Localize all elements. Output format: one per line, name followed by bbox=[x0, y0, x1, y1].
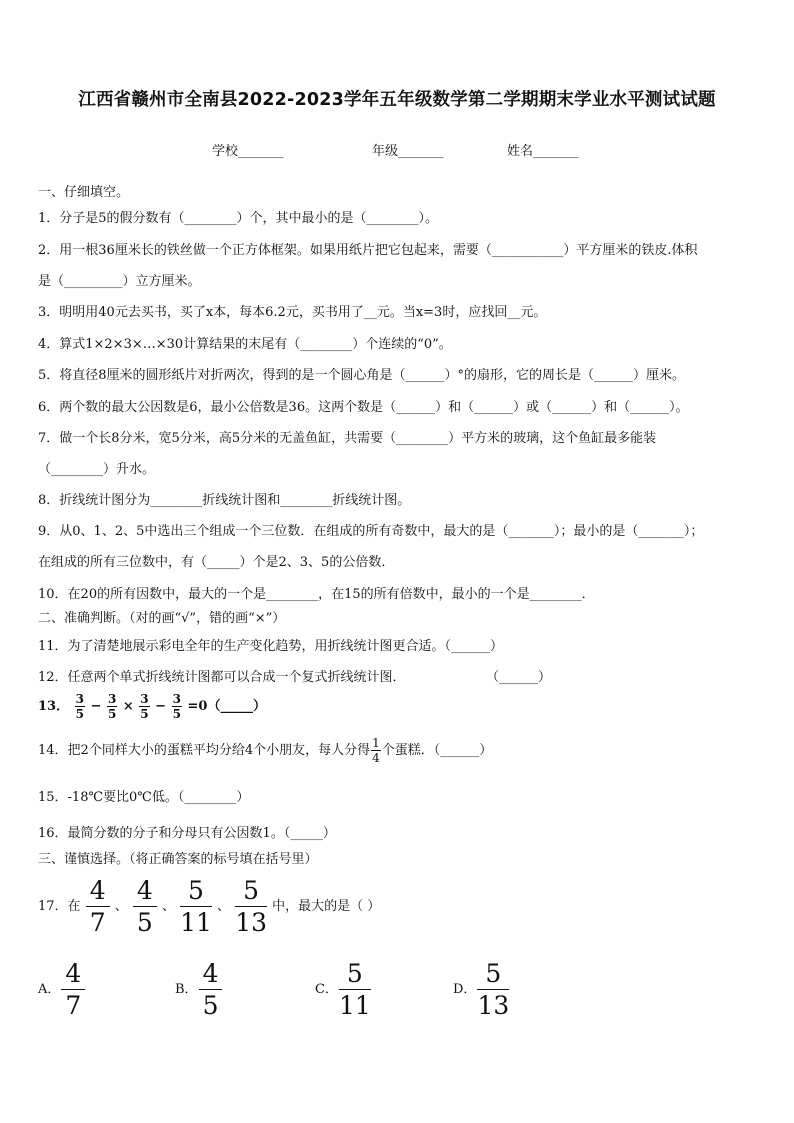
fraction-three-fifths bbox=[139, 693, 149, 720]
fraction-five-thirteenths bbox=[235, 878, 267, 935]
option-a bbox=[38, 961, 86, 1018]
fraction-denominator: 5 bbox=[136, 908, 153, 937]
question-11: 11．为了清楚地展示彩电全年的生产变化趋势，用折线统计图更合适。（______） bbox=[38, 639, 504, 654]
option-label: A． bbox=[38, 982, 61, 997]
question-14-text: 14．把2个同样大小的蛋糕平均分给4个小朋友，每人分得 bbox=[38, 743, 371, 758]
question-10: 10．在20的所有因数中，最大的一个是________，在15的所有倍数中，最小的一个是________． bbox=[38, 587, 595, 602]
question-7-line1: 7．做一个长8分米，宽5分米，高5分米的无盖鱼缸，共需要（________）平方米的玻璃，这个鱼缸最多能装 bbox=[38, 431, 657, 446]
option-d bbox=[453, 961, 510, 1018]
option-c bbox=[315, 961, 372, 1018]
fraction-numerator: 3 bbox=[140, 692, 149, 706]
fraction-numerator: 5 bbox=[235, 878, 267, 907]
question-12-answer: （______） bbox=[486, 670, 552, 685]
fraction-numerator: 4 bbox=[61, 961, 85, 990]
fraction-denominator: 7 bbox=[89, 908, 106, 937]
name-field: 姓名_______ bbox=[507, 144, 579, 159]
option-fraction bbox=[477, 961, 509, 1018]
option-b bbox=[175, 961, 223, 1018]
fraction-denominator: 5 bbox=[172, 707, 181, 721]
question-3: 3．明明用40元去买书，买了x本，每本6.2元，买书用了__元。当x=3时，应找回__元。 bbox=[38, 305, 547, 320]
question-13-tail: =0（_____） bbox=[187, 699, 266, 714]
fraction-denominator: 5 bbox=[75, 707, 84, 721]
fraction-three-fifths bbox=[172, 693, 182, 720]
question-2-line1: 2．用一根36厘米长的铁丝做一个正方体框架。如果用纸片把它包起来，需要（___________）平方厘米的铁皮.体积 bbox=[38, 243, 698, 258]
question-4: 4．算式1×2×3×…×30计算结果的末尾有（________）个连续的“0”。 bbox=[38, 337, 452, 352]
fraction-three-fifths bbox=[75, 693, 85, 720]
fraction-denominator: 4 bbox=[372, 751, 380, 765]
fraction-numerator: 5 bbox=[477, 961, 509, 990]
question-8: 8．折线统计图分为________折线统计图和________折线统计图。 bbox=[38, 493, 411, 508]
fraction-numerator: 3 bbox=[107, 692, 117, 706]
fraction-numerator: 4 bbox=[133, 878, 157, 907]
fraction-denominator: 5 bbox=[107, 707, 117, 721]
fraction-numerator: 3 bbox=[75, 692, 84, 706]
separator: 、 bbox=[114, 899, 128, 914]
question-12: 12．任意两个单式折线统计图都可以合成一个复式折线统计图． bbox=[38, 670, 406, 685]
fraction-denominator: 5 bbox=[140, 707, 149, 721]
question-17-text: 17．在 bbox=[38, 899, 81, 914]
fraction-denominator: 11 bbox=[338, 991, 371, 1020]
question-14-tail: 个蛋糕．（______） bbox=[381, 743, 493, 758]
page-title: 江西省赣州市全南县2022-2023学年五年级数学第二学期期末学业水平测试试题 bbox=[78, 90, 716, 110]
option-label: B． bbox=[175, 982, 198, 997]
option-label: D． bbox=[453, 982, 477, 997]
question-7-line2: （________）升水。 bbox=[38, 462, 156, 477]
question-5: 5．将直径8厘米的圆形纸片对折两次，得到的是一个圆心角是（______）°的扇形，它的周长是（______）厘米。 bbox=[38, 368, 686, 383]
fraction-numerator: 4 bbox=[199, 961, 223, 990]
fraction-five-elevenths bbox=[180, 878, 212, 935]
fraction-denominator: 5 bbox=[202, 991, 219, 1020]
section-heading-judge: 二、准确判断。（对的画“√”，错的画“×”） bbox=[38, 611, 286, 626]
option-fraction bbox=[61, 961, 85, 1018]
section-heading-choice: 三、谨慎选择。（将正确答案的标号填在括号里） bbox=[38, 852, 318, 867]
fraction-denominator: 11 bbox=[180, 908, 212, 937]
fraction-three-fifths bbox=[107, 693, 117, 720]
question-1: 1．分子是5的假分数有（________）个，其中最小的是（________）。 bbox=[38, 211, 439, 226]
question-9-line2: 在组成的所有三位数中，有（_____）个是2、3、5的公倍数． bbox=[38, 555, 395, 570]
fraction-four-fifths bbox=[133, 878, 157, 935]
fraction-numerator: 5 bbox=[180, 878, 212, 907]
question-15: 15．-18℃要比0℃低。（________） bbox=[38, 790, 250, 805]
minus-operator: − bbox=[155, 699, 167, 714]
question-17 bbox=[38, 878, 380, 935]
question-16: 16．最简分数的分子和分母只有公因数1。（_____） bbox=[38, 826, 336, 841]
fraction-one-quarter bbox=[371, 737, 381, 764]
fraction-numerator: 3 bbox=[172, 692, 181, 706]
section-heading-fill: 一、仔细填空。 bbox=[38, 185, 130, 200]
times-operator: × bbox=[122, 699, 134, 714]
option-fraction bbox=[339, 961, 371, 1018]
fraction-denominator: 7 bbox=[65, 991, 82, 1020]
separator: 、 bbox=[161, 899, 175, 914]
fraction-four-sevenths bbox=[86, 878, 110, 935]
question-9-line1: 9．从0、1、2、5中选出三个组成一个三位数．在组成的所有奇数中，最大的是（_______）；最小的是（_______）； bbox=[38, 524, 704, 539]
option-fraction bbox=[199, 961, 223, 1018]
fraction-denominator: 13 bbox=[477, 991, 510, 1020]
question-2-line2: 是（_________）立方厘米。 bbox=[38, 274, 201, 289]
separator: 、 bbox=[217, 899, 231, 914]
fraction-numerator: 5 bbox=[339, 961, 371, 990]
question-13 bbox=[38, 693, 266, 720]
grade-field: 年级_______ bbox=[372, 144, 444, 159]
question-6: 6．两个数的最大公因数是6，最小公倍数是36。这两个数是（______）和（______）或（______）和（______）。 bbox=[38, 400, 689, 415]
option-label: C． bbox=[315, 982, 338, 997]
question-13-number: 13． bbox=[38, 699, 70, 714]
minus-operator: − bbox=[90, 699, 102, 714]
fraction-denominator: 13 bbox=[235, 908, 268, 937]
fraction-numerator: 1 bbox=[372, 736, 380, 750]
question-14 bbox=[38, 737, 492, 764]
school-field: 学校_______ bbox=[212, 144, 284, 159]
question-17-tail: 中，最大的是（ ） bbox=[272, 899, 381, 914]
fraction-numerator: 4 bbox=[86, 878, 110, 907]
